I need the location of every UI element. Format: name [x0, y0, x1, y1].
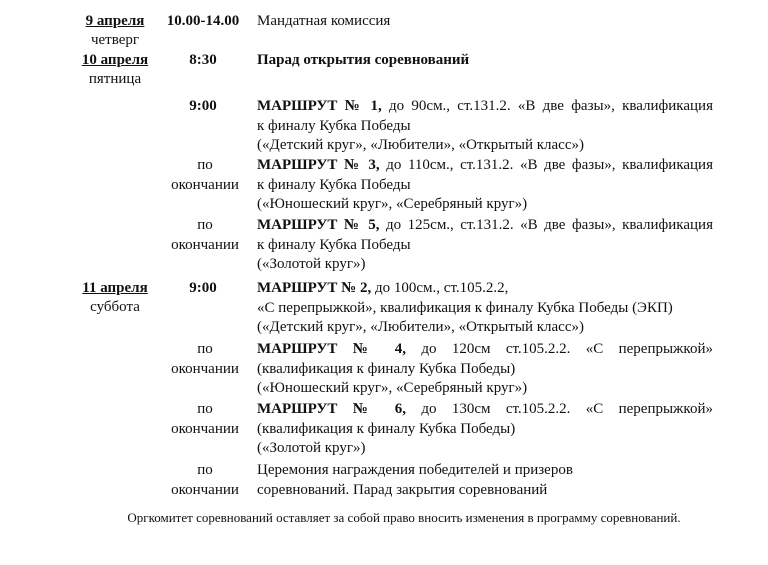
date-cell	[70, 51, 160, 89]
route-title: МАРШРУТ № 5,	[257, 217, 380, 233]
event-text: Мандатная комиссия	[257, 13, 391, 29]
event-line	[257, 117, 713, 137]
event-description	[257, 97, 713, 156]
footer-note: Оргкомитет соревнований оставляет за собой право вносить изменения в программу соревнований.	[127, 510, 681, 525]
event-line	[257, 216, 713, 236]
event-text: («Детский круг», «Любители», «Открытый класс»)	[257, 319, 584, 335]
event-text: соревнований. Парад закрытия соревнований	[257, 481, 548, 498]
event-description	[257, 340, 713, 399]
route-title: МАРШРУТ № 6,	[257, 401, 407, 417]
event-text: до 100см., ст.105.2.2,	[371, 280, 509, 296]
event-text: к финалу Кубка Победы	[257, 236, 411, 253]
event-line	[257, 400, 713, 420]
date-label: 11 апреля	[82, 280, 148, 296]
weekday-label: суббота	[90, 299, 140, 315]
time-cell: 9:00	[189, 280, 217, 296]
weekday-label: четверг	[90, 32, 140, 48]
event-line	[257, 360, 713, 380]
event-line	[257, 236, 713, 256]
event-text: («Золотой круг»)	[257, 440, 366, 456]
date-label: 10 апреля	[81, 52, 149, 68]
route-title: МАРШРУТ № 1,	[257, 98, 382, 114]
event-text: «С перепрыжкой», квалификация к финалу Кубка Победы (ЭКП)	[257, 299, 673, 316]
event-text: (квалификация к финалу Кубка Победы)	[257, 420, 516, 437]
time-cell: 8:30	[189, 52, 217, 68]
event-text: к финалу Кубка Победы	[257, 176, 411, 193]
event-line	[257, 481, 713, 501]
event-text: («Юношеский круг», «Серебряный круг»)	[257, 380, 528, 396]
route-title: МАРШРУТ № 2,	[257, 280, 372, 296]
event-description	[257, 279, 713, 338]
event-line	[257, 176, 713, 196]
event-text: к финалу Кубка Победы	[257, 117, 411, 134]
event-text: («Юношеский круг», «Серебряный круг»)	[257, 196, 528, 212]
event-description	[257, 12, 713, 32]
event-description	[257, 216, 713, 275]
event-description	[257, 51, 713, 71]
event-description	[257, 461, 713, 500]
event-line	[257, 279, 713, 299]
time-cell: по окончании	[171, 401, 239, 437]
time-cell: по окончании	[171, 462, 239, 498]
time-cell: 10.00-14.00	[166, 13, 240, 29]
date-cell	[70, 279, 160, 317]
event-description	[257, 156, 713, 215]
event-text: до 125см., ст.131.2. «В две фазы», квалификация	[379, 217, 713, 233]
event-line	[257, 156, 713, 176]
event-line	[257, 379, 713, 399]
event-line	[257, 340, 713, 360]
time-cell: по окончании	[171, 217, 239, 253]
time-cell: 9:00	[189, 98, 217, 114]
event-text: («Золотой круг»)	[257, 256, 366, 272]
event-line	[257, 51, 713, 71]
route-title: МАРШРУТ № 3,	[257, 157, 380, 173]
date-label: 9 апреля	[85, 13, 145, 29]
event-description	[257, 400, 713, 459]
event-text: Церемония награждения победителей и призеров	[257, 462, 573, 478]
event-line	[257, 255, 713, 275]
event-line	[257, 318, 713, 338]
time-cell: по окончании	[171, 341, 239, 377]
event-line	[257, 461, 713, 481]
route-title: МАРШРУТ № 4,	[257, 341, 407, 357]
time-cell: по окончании	[171, 157, 239, 193]
event-line	[257, 97, 713, 117]
event-line	[257, 439, 713, 459]
event-line	[257, 195, 713, 215]
event-line	[257, 12, 713, 32]
event-text: до 110см., ст.131.2. «В две фазы», квалификация	[379, 157, 713, 173]
event-text: до 120см ст.105.2.2. «С перепрыжкой»	[406, 341, 713, 357]
event-text: («Детский круг», «Любители», «Открытый класс»)	[257, 137, 584, 153]
event-line	[257, 136, 713, 156]
weekday-label: пятница	[88, 71, 142, 87]
event-text: (квалификация к финалу Кубка Победы)	[257, 360, 516, 377]
event-line	[257, 299, 713, 319]
event-text: до 130см ст.105.2.2. «С перепрыжкой»	[406, 401, 713, 417]
event-text: до 90см., ст.131.2. «В две фазы», квалификация	[381, 98, 713, 114]
route-title: Парад открытия соревнований	[257, 52, 470, 68]
event-line	[257, 420, 713, 440]
date-cell	[70, 12, 160, 50]
